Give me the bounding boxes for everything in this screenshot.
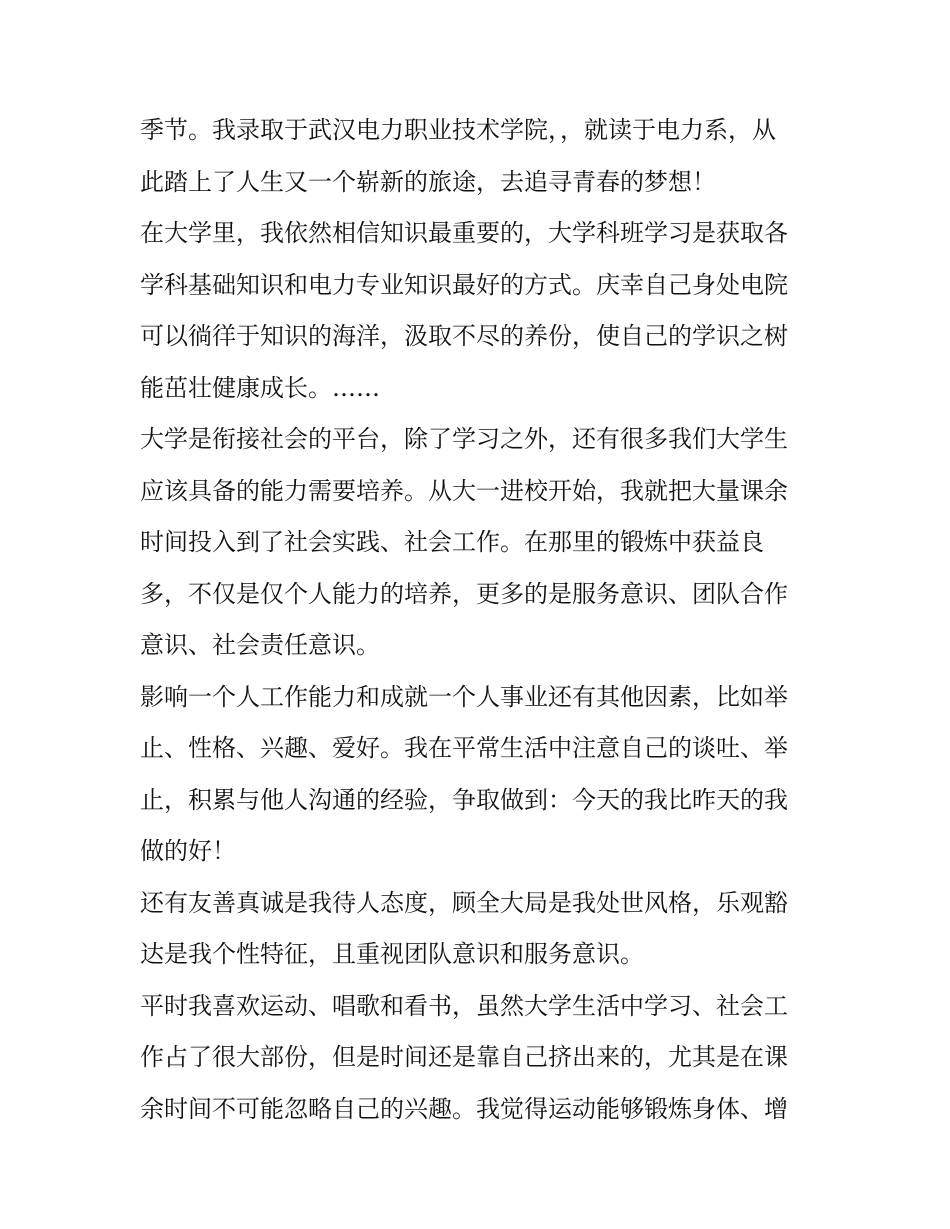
- text-line: 达是我个性特征，且重视团队意识和服务意识。: [140, 940, 644, 968]
- text-line: 止、性格、兴趣、爱好。我在平常生活中注意自己的谈吐、举: [140, 734, 788, 762]
- text-line: 多，不仅是仅个人能力的培养，更多的是服务意识、团队合作: [140, 579, 788, 608]
- text-line: 可以徜徉于知识的海洋，汲取不尽的养份，使自己的学识之树: [140, 322, 788, 350]
- text-line: 此踏上了人生又一个崭新的旅途，去追寻青春的梦想！: [140, 167, 716, 196]
- text-line: 大学是衔接社会的平台，除了学习之外，还有很多我们大学生: [140, 425, 788, 453]
- text-line: 意识、社会责任意识。: [140, 631, 380, 659]
- text-line: 影响一个人工作能力和成就一个人事业还有其他因素，比如举: [140, 682, 788, 711]
- text-line: 学科基础知识和电力专业知识最好的方式。庆幸自己身处电院: [140, 270, 788, 299]
- text-line: 平时我喜欢运动、唱歌和看书，虽然大学生活中学习、社会工: [140, 991, 788, 1020]
- text-line: 余时间不可能忽略自己的兴趣。我觉得运动能够锻炼身体、增: [140, 1094, 788, 1123]
- text-line: 在大学里，我依然相信知识最重要的，大学科班学习是获取各: [140, 219, 788, 247]
- text-line: 还有友善真诚是我待人态度，顾全大局是我处世风格，乐观豁: [140, 888, 788, 917]
- text-line: 止，积累与他人沟通的经验，争取做到：今天的我比昨天的我: [140, 785, 788, 814]
- body-text: [140, 105, 820, 1135]
- text-line: 应该具备的能力需要培养。从大一进校开始，我就把大量课余: [140, 476, 788, 505]
- text-line: 作占了很大部份，但是时间还是靠自己挤出来的，尤其是在课: [140, 1043, 788, 1071]
- text-line: 做的好！: [140, 837, 236, 865]
- text-line: 时间投入到了社会实践、社会工作。在那里的锻炼中获益良: [140, 528, 764, 556]
- text-line: 能茁壮健康成长。……: [140, 373, 380, 402]
- text-line: 季节。我录取于武汉电力职业技术学院，，就读于电力系，从: [140, 116, 776, 144]
